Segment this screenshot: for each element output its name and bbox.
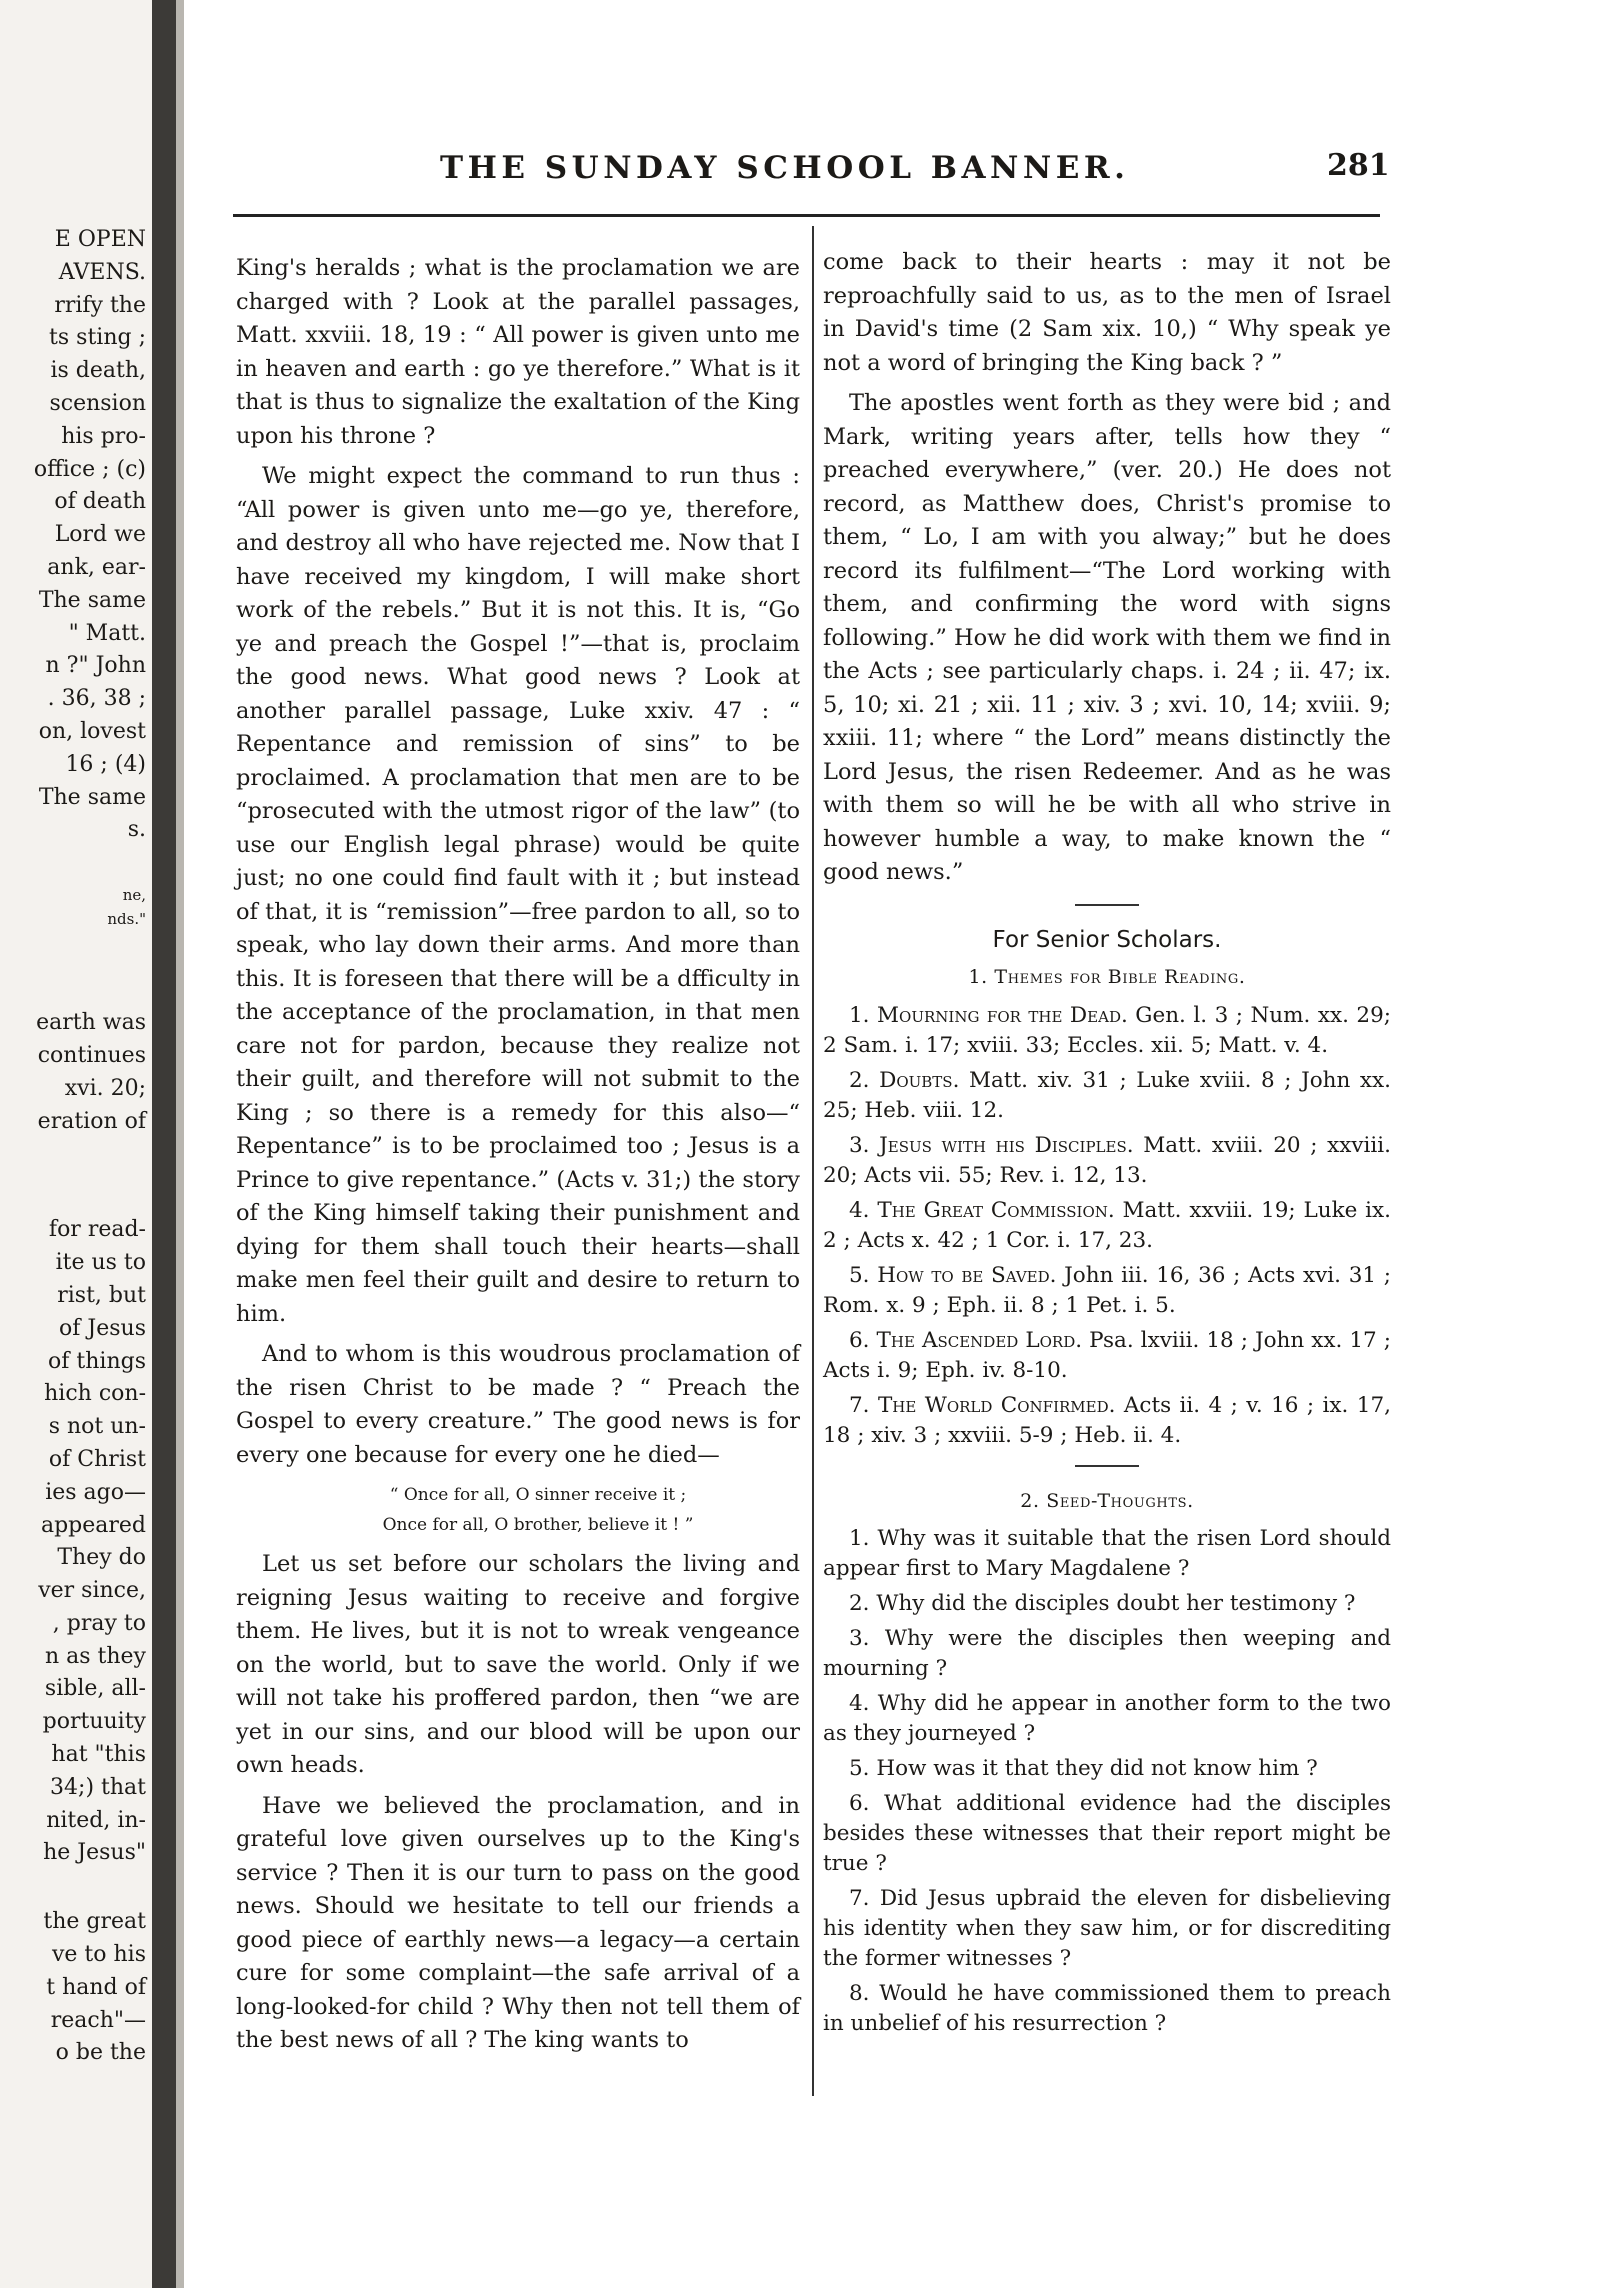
paragraph: And to whom is this woudrous proclamation of the risen Christ to be made ? “ Preach the Gospel to every creature.” The good news is for every one because for every one he died— xyxy=(236,1341,800,1468)
paragraph: The apostles went forth as they were bid ; and Mark, writing years after, tells how they “ preached everywhere,” (ver. 20.) He does not record, as Matthew does, Christ's promise to them, “ Lo, I am with you alway;” but he does record its fulfilment—“The Lord working with them, and confirming the word with signs following.” How he did work with them we find in the Acts ; see particularly chaps. i. 24 ; ii. 47; ix. 5, 10; xi. 21 ; xii. 11 ; xiv. 3 ; xvi. 10, 14; xviii. 9; xxiii. 11; where “ the Lord” means distinctly the Lord Jesus, the risen Redeemer. And as he was with them so will he be with all who strive in however humble a way, to make known the “ good news.” xyxy=(823,390,1391,885)
facing-page-line: hat "this xyxy=(51,1742,146,1768)
facing-page-line: he Jesus" xyxy=(43,1840,146,1866)
section-title: For Senior Scholars. xyxy=(992,926,1222,953)
facing-page-line: scension xyxy=(49,390,146,416)
theme-number: 7. xyxy=(849,1392,878,1418)
facing-page-line: of death xyxy=(54,489,146,515)
seed-thought-question: 7. Did Jesus upbraid the eleven for disbelieving his identity when they saw him, or for discrediting the former witnesses ? xyxy=(823,1886,1391,1971)
facing-page-line: nds." xyxy=(107,910,146,929)
column-divider xyxy=(812,226,814,2096)
facing-page-line: the great xyxy=(43,1909,146,1935)
theme-title: The Great Commission. xyxy=(877,1197,1115,1223)
facing-page-line: of things xyxy=(48,1348,146,1374)
binding-gutter xyxy=(152,0,176,2288)
facing-page-line: ank, ear- xyxy=(47,554,146,580)
facing-page-line: reach"— xyxy=(50,2007,146,2033)
themes-heading: 1. Themes for Bible Reading. xyxy=(968,966,1246,988)
theme-references: Acts ii. 4 ; v. 16 ; ix. 17, 18 ; xiv. 3 ; xxviii. 5-9 ; Heb. ii. 4. xyxy=(823,1392,1391,1448)
paragraph: Let us set before our scholars the living and reigning Jesus waiting to receive and forgive them. He lives, but it is not to wreak vengeance on the world, but to save the world. Only if we will not take his proffered pardon, then “we are yet in our sins, and our blood will be upon our own heads. xyxy=(236,1551,800,1778)
verse-quote xyxy=(236,1480,800,1540)
theme-item xyxy=(823,1001,1391,1061)
facing-page-line: nited, in- xyxy=(46,1807,146,1833)
facing-page-line: office ; (c) xyxy=(33,456,146,482)
facing-page-line: appeared xyxy=(40,1512,146,1538)
facing-page-line: ies ago— xyxy=(45,1479,146,1505)
facing-page-line: ts sting ; xyxy=(49,325,146,351)
theme-item xyxy=(823,1066,1391,1126)
facing-page-line: ite us to xyxy=(55,1250,146,1276)
theme-number: 5. xyxy=(849,1262,878,1288)
facing-page-text xyxy=(0,224,146,2070)
seed-thought-question: 5. How was it that they did not know him ? xyxy=(849,1756,1318,1781)
facing-page-line: rist, but xyxy=(57,1282,146,1308)
facing-page-line: E OPEN xyxy=(54,227,146,252)
theme-references: Matt. xiv. 31 ; Luke xviii. 8 ; John xx. 25; Heb. viii. 12. xyxy=(823,1067,1391,1123)
section-divider xyxy=(1075,1465,1139,1467)
facing-page xyxy=(0,0,152,2288)
facing-page-line: " Matt. xyxy=(68,620,146,646)
theme-title: Mourning for the Dead. xyxy=(877,1002,1128,1028)
facing-page-line: rrify the xyxy=(54,292,146,318)
questions-list xyxy=(823,1524,1391,2039)
paragraph: come back to their hearts : may it not be reproachfully said to us, as to the men of Israel in David's time (2 Sam xix. 10,) “ Why speak ye not a word of bringing the King back ? ” xyxy=(823,249,1391,376)
paragraph: King's heralds ; what is the proclamation we are charged with ? Look at the parallel passages, Matt. xxviii. 18, 19 : “ All power is given unto me in heaven and earth : go ye therefore.” What is it that is thus to signalize the exaltation of the King upon his throne ? xyxy=(236,255,800,449)
theme-title: Jesus with his Disciples. xyxy=(879,1132,1134,1158)
theme-number: 6. xyxy=(849,1327,877,1353)
seed-thought-question: 2. Why did the disciples doubt her testimony ? xyxy=(849,1591,1356,1616)
facing-page-line: 16 ; (4) xyxy=(65,751,146,777)
facing-page-line: o be the xyxy=(55,2040,146,2066)
theme-title: Doubts. xyxy=(879,1067,960,1093)
facing-page-line: The same xyxy=(38,587,146,613)
facing-page-line: n ?" John xyxy=(45,653,146,679)
left-column xyxy=(236,252,800,2065)
theme-title: How to be Saved. xyxy=(877,1262,1057,1288)
running-header: THE SUNDAY SCHOOL BANNER. xyxy=(440,150,1130,186)
theme-title: The Ascended Lord. xyxy=(876,1327,1083,1353)
theme-item xyxy=(823,1261,1391,1321)
verse-line: “ Once for all, O sinner receive it ; xyxy=(389,1485,687,1505)
facing-page-line: ve to his xyxy=(51,1942,146,1968)
facing-page-line: AVENS. xyxy=(58,259,146,285)
theme-item xyxy=(823,1326,1391,1386)
facing-page-line: t hand of xyxy=(46,1974,146,2000)
theme-number: 2. xyxy=(849,1067,880,1093)
theme-item xyxy=(823,1131,1391,1191)
seed-thought-question: 1. Why was it suitable that the risen Lord should appear first to Mary Magdalene ? xyxy=(823,1526,1391,1581)
facing-page-line: is death, xyxy=(50,358,146,384)
facing-page-line: sible, all- xyxy=(44,1676,146,1702)
facing-page-line: Lord we xyxy=(54,522,146,548)
facing-page-line: ver since, xyxy=(38,1578,146,1604)
paragraph: We might expect the command to run thus : “All power is given unto me—go ye, therefore, and destroy all who have rejected me. Now that I have received my kingdom, I will make short work of the rebels.” But it is not this. It is, “Go ye and preach the Gospel !”—that is, proclaim the good news. What good news ? Look at another parallel passage, Luke xxiv. 47 : “ Repentance and remission of sins” to be proclaimed. A proclamation that men are to be “prosecuted with the utmost rigor of the law” (to use our English legal phrase) would be quite just; no one could find fault with it ; but instead of that, it is “remission”—free pardon to all, so to speak, who lay down their arms. And more than this. It is foreseen that there will be a dfficulty in the acceptance of the proclamation, in that men care not for pardon, because they realize not their guilt, and therefore will not submit to the King ; so there is a remedy for this also—“ Repentance” is to be proclaimed too ; Jesus is a Prince to give repentance.” (Acts v. 31;) the story of the King himself taking their punishment and dying for them shall touch their hearts—shall make men feel their guilt and desire to return to him. xyxy=(236,463,800,1327)
seed-thought-question: 8. Would he have commissioned them to preach in unbelief of his resurrection ? xyxy=(823,1981,1391,2036)
facing-page-line: earth was xyxy=(36,1010,146,1036)
facing-page-line: ne, xyxy=(122,886,146,905)
right-column xyxy=(823,246,1391,2044)
theme-item xyxy=(823,1391,1391,1451)
theme-number: 4. xyxy=(849,1197,878,1223)
header-rule xyxy=(233,214,1380,217)
theme-references: Matt. xxviii. 19; Luke ix. 2 ; Acts x. 42 ; 1 Cor. i. 17, 23. xyxy=(823,1197,1391,1253)
facing-page-line: on, lovest xyxy=(38,718,146,744)
theme-number: 3. xyxy=(849,1132,880,1158)
facing-page-line: They do xyxy=(57,1545,146,1571)
theme-number: 1. xyxy=(849,1002,878,1028)
paragraph: Have we believed the proclamation, and in grateful love given ourselves up to the King's service ? Then it is our turn to pass on the good news. Should we hesitate to tell our friends a good piece of earthly news—a legacy—a certain cure for some complaint—the safe arrival of a long-looked-for child ? Why then not tell them of the best news of all ? The king wants to xyxy=(236,1792,800,2053)
page-number: 281 xyxy=(1327,148,1390,183)
facing-page-line: for read- xyxy=(48,1217,146,1243)
theme-references: Psa. lxviii. 18 ; John xx. 17 ; Acts i. 9; Eph. iv. 8-10. xyxy=(823,1327,1391,1383)
facing-page-line: n as they xyxy=(44,1643,146,1669)
facing-page-line: portuuity xyxy=(42,1709,146,1735)
facing-page-line: s not un- xyxy=(48,1414,146,1440)
facing-page-line: his pro- xyxy=(61,423,146,449)
facing-page-line: The same xyxy=(38,784,146,810)
theme-title: The World Confirmed. xyxy=(877,1392,1116,1418)
seed-thought-question: 4. Why did he appear in another form to the two as they journeyed ? xyxy=(823,1691,1391,1746)
facing-page-line: xvi. 20; xyxy=(64,1075,146,1101)
page-edge-shadow xyxy=(176,0,184,2288)
theme-item xyxy=(823,1196,1391,1256)
seed-thoughts-heading: 2. Seed-Thoughts. xyxy=(1020,1489,1194,1512)
facing-page-line: eration of xyxy=(37,1108,146,1134)
themes-list xyxy=(823,1001,1391,1451)
facing-page-line: hich con- xyxy=(44,1381,146,1407)
facing-page-line: , pray to xyxy=(52,1610,146,1636)
seed-thought-question: 3. Why were the disciples then weeping and mourning ? xyxy=(823,1626,1391,1681)
theme-references: Gen. l. 3 ; Num. xx. 29; 2 Sam. i. 17; xviii. 33; Eccles. xii. 5; Matt. v. 4. xyxy=(823,1002,1392,1058)
facing-page-line: continues xyxy=(37,1042,146,1068)
theme-references: Matt. xviii. 20 ; xxviii. 20; Acts vii. 55; Rev. i. 12, 13. xyxy=(823,1132,1391,1188)
seed-thought-question: 6. What additional evidence had the disciples besides these witnesses that their report might be true ? xyxy=(823,1791,1391,1876)
theme-references: John iii. 16, 36 ; Acts xvi. 31 ; Rom. x. 9 ; Eph. ii. 8 ; 1 Pet. i. 5. xyxy=(823,1262,1391,1318)
section-divider xyxy=(1075,904,1139,906)
facing-page-line: of Christ xyxy=(48,1446,146,1472)
facing-page-line: 34;) that xyxy=(50,1774,146,1800)
facing-page-line: s. xyxy=(127,817,146,843)
facing-page-line: of Jesus xyxy=(59,1315,146,1341)
facing-page-line: . 36, 38 ; xyxy=(47,686,146,712)
verse-line: Once for all, O brother, believe it ! ” xyxy=(382,1515,694,1535)
